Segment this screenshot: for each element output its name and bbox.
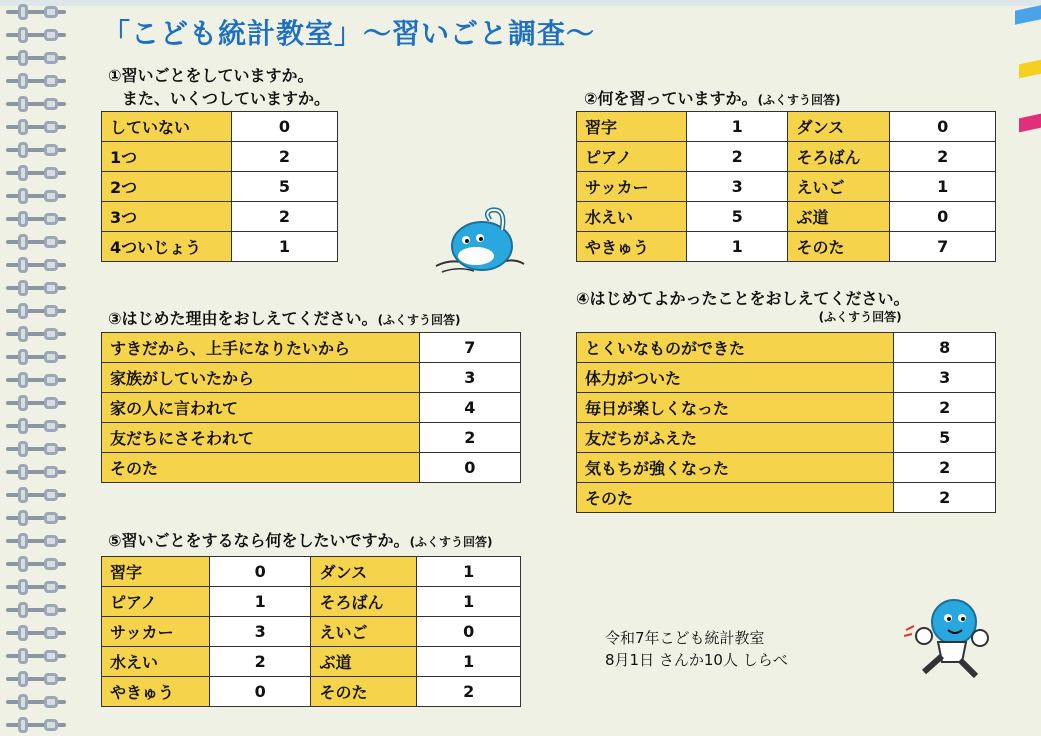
row-label: えいご bbox=[788, 172, 890, 202]
table-row bbox=[102, 232, 338, 262]
binding-ring bbox=[6, 372, 66, 388]
binding-ring bbox=[6, 625, 66, 641]
binding-ring bbox=[6, 4, 66, 20]
credit-line1: 令和7年こども統計教室 bbox=[605, 629, 765, 647]
row-label: 3つ bbox=[102, 202, 232, 232]
table-row bbox=[102, 587, 521, 617]
table-row bbox=[577, 232, 996, 262]
binding-ring bbox=[6, 27, 66, 43]
row-value: 1 bbox=[209, 587, 311, 617]
row-value: 0 bbox=[890, 112, 996, 142]
row-value: 2 bbox=[231, 202, 337, 232]
q2-title bbox=[584, 86, 841, 109]
row-value: 2 bbox=[890, 142, 996, 172]
row-value: 2 bbox=[419, 423, 520, 453]
row-value: 8 bbox=[894, 333, 996, 363]
binding-ring bbox=[6, 395, 66, 411]
q1-title bbox=[108, 64, 330, 110]
table-row bbox=[102, 112, 338, 142]
row-value: 1 bbox=[417, 647, 521, 677]
row-value: 2 bbox=[894, 453, 996, 483]
table-row bbox=[102, 647, 521, 677]
row-label: 家族がしていたから bbox=[102, 363, 420, 393]
whale-swimming-mascot bbox=[432, 200, 528, 278]
row-label: 水えい bbox=[102, 647, 210, 677]
row-label: 2つ bbox=[102, 172, 232, 202]
row-value: 2 bbox=[209, 647, 311, 677]
q2-title-text: ②何を習っていますか。 bbox=[584, 89, 758, 108]
row-value: 1 bbox=[417, 587, 521, 617]
row-value: 1 bbox=[417, 557, 521, 587]
row-value: 5 bbox=[686, 202, 788, 232]
table-row bbox=[102, 333, 521, 363]
binding-ring bbox=[6, 694, 66, 710]
q3-title bbox=[108, 306, 461, 329]
binding-ring bbox=[6, 533, 66, 549]
q4-title bbox=[576, 286, 910, 324]
row-value: 1 bbox=[686, 232, 788, 262]
row-label: とくいなものができた bbox=[577, 333, 894, 363]
row-label: ぶ道 bbox=[788, 202, 890, 232]
row-label: 体力がついた bbox=[577, 363, 894, 393]
survey-credit bbox=[605, 627, 788, 671]
row-value: 2 bbox=[894, 393, 996, 423]
row-label: 家の人に言われて bbox=[102, 393, 420, 423]
q4-table bbox=[576, 332, 996, 513]
table-row bbox=[577, 172, 996, 202]
row-value: 0 bbox=[890, 202, 996, 232]
q3-note: (ふくすう回答) bbox=[377, 313, 461, 327]
table-row bbox=[102, 202, 338, 232]
row-value: 1 bbox=[686, 112, 788, 142]
binding-ring bbox=[6, 119, 66, 135]
q1-title-line1: ①習いごとをしていますか。 bbox=[108, 66, 314, 85]
row-value: 3 bbox=[209, 617, 311, 647]
table-row bbox=[577, 363, 996, 393]
row-label: ダンス bbox=[788, 112, 890, 142]
row-value: 7 bbox=[419, 333, 520, 363]
q2-note: (ふくすう回答) bbox=[757, 93, 841, 107]
row-label: 水えい bbox=[577, 202, 687, 232]
table-row bbox=[102, 363, 521, 393]
binding-ring bbox=[6, 165, 66, 181]
table-row bbox=[577, 333, 996, 363]
row-value: 2 bbox=[894, 483, 996, 513]
q2-table bbox=[576, 111, 996, 262]
q4-title-text: ④はじめてよかったことをおしえてください。 bbox=[576, 289, 910, 308]
row-label: やきゅう bbox=[577, 232, 687, 262]
row-label: そのた bbox=[102, 453, 420, 483]
table-row bbox=[577, 112, 996, 142]
credit-line2: 8月1日 さんか10人 しらべ bbox=[605, 651, 788, 669]
row-label: 習字 bbox=[577, 112, 687, 142]
row-label: 気もちが強くなった bbox=[577, 453, 894, 483]
table-row bbox=[102, 557, 521, 587]
row-value: 3 bbox=[686, 172, 788, 202]
binding-ring bbox=[6, 73, 66, 89]
row-value: 2 bbox=[686, 142, 788, 172]
table-row bbox=[577, 142, 996, 172]
binding-ring bbox=[6, 556, 66, 572]
decorative-tab-blue bbox=[1015, 5, 1041, 25]
binding-ring bbox=[6, 464, 66, 480]
row-label: 習字 bbox=[102, 557, 210, 587]
binding-ring bbox=[6, 510, 66, 526]
row-value: 0 bbox=[419, 453, 520, 483]
binding-ring bbox=[6, 96, 66, 112]
q1-table bbox=[101, 111, 338, 262]
row-value: 3 bbox=[894, 363, 996, 393]
row-value: 0 bbox=[209, 557, 311, 587]
binding-ring bbox=[6, 487, 66, 503]
decorative-tab-yellow bbox=[1019, 60, 1041, 79]
row-value: 4 bbox=[419, 393, 520, 423]
q1-title-line2: また、いくつしていますか。 bbox=[122, 89, 331, 108]
row-value: 7 bbox=[890, 232, 996, 262]
decorative-tab-pink bbox=[1019, 114, 1041, 133]
row-value: 5 bbox=[894, 423, 996, 453]
table-row bbox=[102, 393, 521, 423]
binding-ring bbox=[6, 188, 66, 204]
row-value: 0 bbox=[231, 112, 337, 142]
q4-note: (ふくすう回答) bbox=[818, 310, 902, 324]
binding-ring bbox=[6, 349, 66, 365]
row-value: 2 bbox=[417, 677, 521, 707]
binding-ring bbox=[6, 441, 66, 457]
row-label: そのた bbox=[577, 483, 894, 513]
row-value: 5 bbox=[231, 172, 337, 202]
binding-ring bbox=[6, 211, 66, 227]
page-title: 「こども統計教室」〜習いごと調査〜 bbox=[102, 17, 596, 50]
table-row bbox=[577, 393, 996, 423]
table-row bbox=[577, 453, 996, 483]
row-value: 0 bbox=[209, 677, 311, 707]
table-row bbox=[102, 677, 521, 707]
binding-ring bbox=[6, 257, 66, 273]
q3-title-text: ③はじめた理由をおしえてください。 bbox=[108, 309, 378, 328]
row-label: そろばん bbox=[311, 587, 417, 617]
row-label: 1つ bbox=[102, 142, 232, 172]
row-value: 1 bbox=[890, 172, 996, 202]
row-value: 2 bbox=[231, 142, 337, 172]
table-row bbox=[102, 172, 338, 202]
table-row bbox=[577, 483, 996, 513]
binding-ring bbox=[6, 303, 66, 319]
table-row bbox=[102, 453, 521, 483]
q3-table bbox=[101, 332, 521, 483]
q5-title bbox=[108, 528, 493, 551]
row-label: そのた bbox=[311, 677, 417, 707]
row-value: 3 bbox=[419, 363, 520, 393]
row-label: していない bbox=[102, 112, 232, 142]
row-label: すきだから、上手になりたいから bbox=[102, 333, 420, 363]
row-label: 毎日が楽しくなった bbox=[577, 393, 894, 423]
row-label: ダンス bbox=[311, 557, 417, 587]
row-label: ピアノ bbox=[577, 142, 687, 172]
binding-ring bbox=[6, 280, 66, 296]
binding-ring bbox=[6, 579, 66, 595]
table-row bbox=[102, 617, 521, 647]
table-row bbox=[102, 423, 521, 453]
q5-note: (ふくすう回答) bbox=[409, 535, 493, 549]
row-value: 1 bbox=[231, 232, 337, 262]
row-label: ピアノ bbox=[102, 587, 210, 617]
row-label: 友だちにさそわれて bbox=[102, 423, 420, 453]
row-label: そのた bbox=[788, 232, 890, 262]
spiral-binding bbox=[0, 0, 78, 736]
binding-ring bbox=[6, 234, 66, 250]
binding-ring bbox=[6, 717, 66, 733]
binding-ring bbox=[6, 671, 66, 687]
binding-ring bbox=[6, 418, 66, 434]
page-shadow bbox=[0, 0, 1041, 6]
binding-ring bbox=[6, 602, 66, 618]
binding-ring bbox=[6, 648, 66, 664]
row-label: サッカー bbox=[102, 617, 210, 647]
running-mascot bbox=[904, 596, 994, 680]
row-label: 4ついじょう bbox=[102, 232, 232, 262]
q5-title-text: ⑤習いごとをするなら何をしたいですか。 bbox=[108, 531, 410, 550]
row-label: そろばん bbox=[788, 142, 890, 172]
table-row bbox=[102, 142, 338, 172]
table-row bbox=[577, 423, 996, 453]
row-value: 0 bbox=[417, 617, 521, 647]
binding-ring bbox=[6, 142, 66, 158]
q5-table bbox=[101, 556, 521, 707]
binding-ring bbox=[6, 50, 66, 66]
row-label: 友だちがふえた bbox=[577, 423, 894, 453]
table-row bbox=[577, 202, 996, 232]
row-label: えいご bbox=[311, 617, 417, 647]
row-label: ぶ道 bbox=[311, 647, 417, 677]
row-label: サッカー bbox=[577, 172, 687, 202]
row-label: やきゅう bbox=[102, 677, 210, 707]
binding-ring bbox=[6, 326, 66, 342]
